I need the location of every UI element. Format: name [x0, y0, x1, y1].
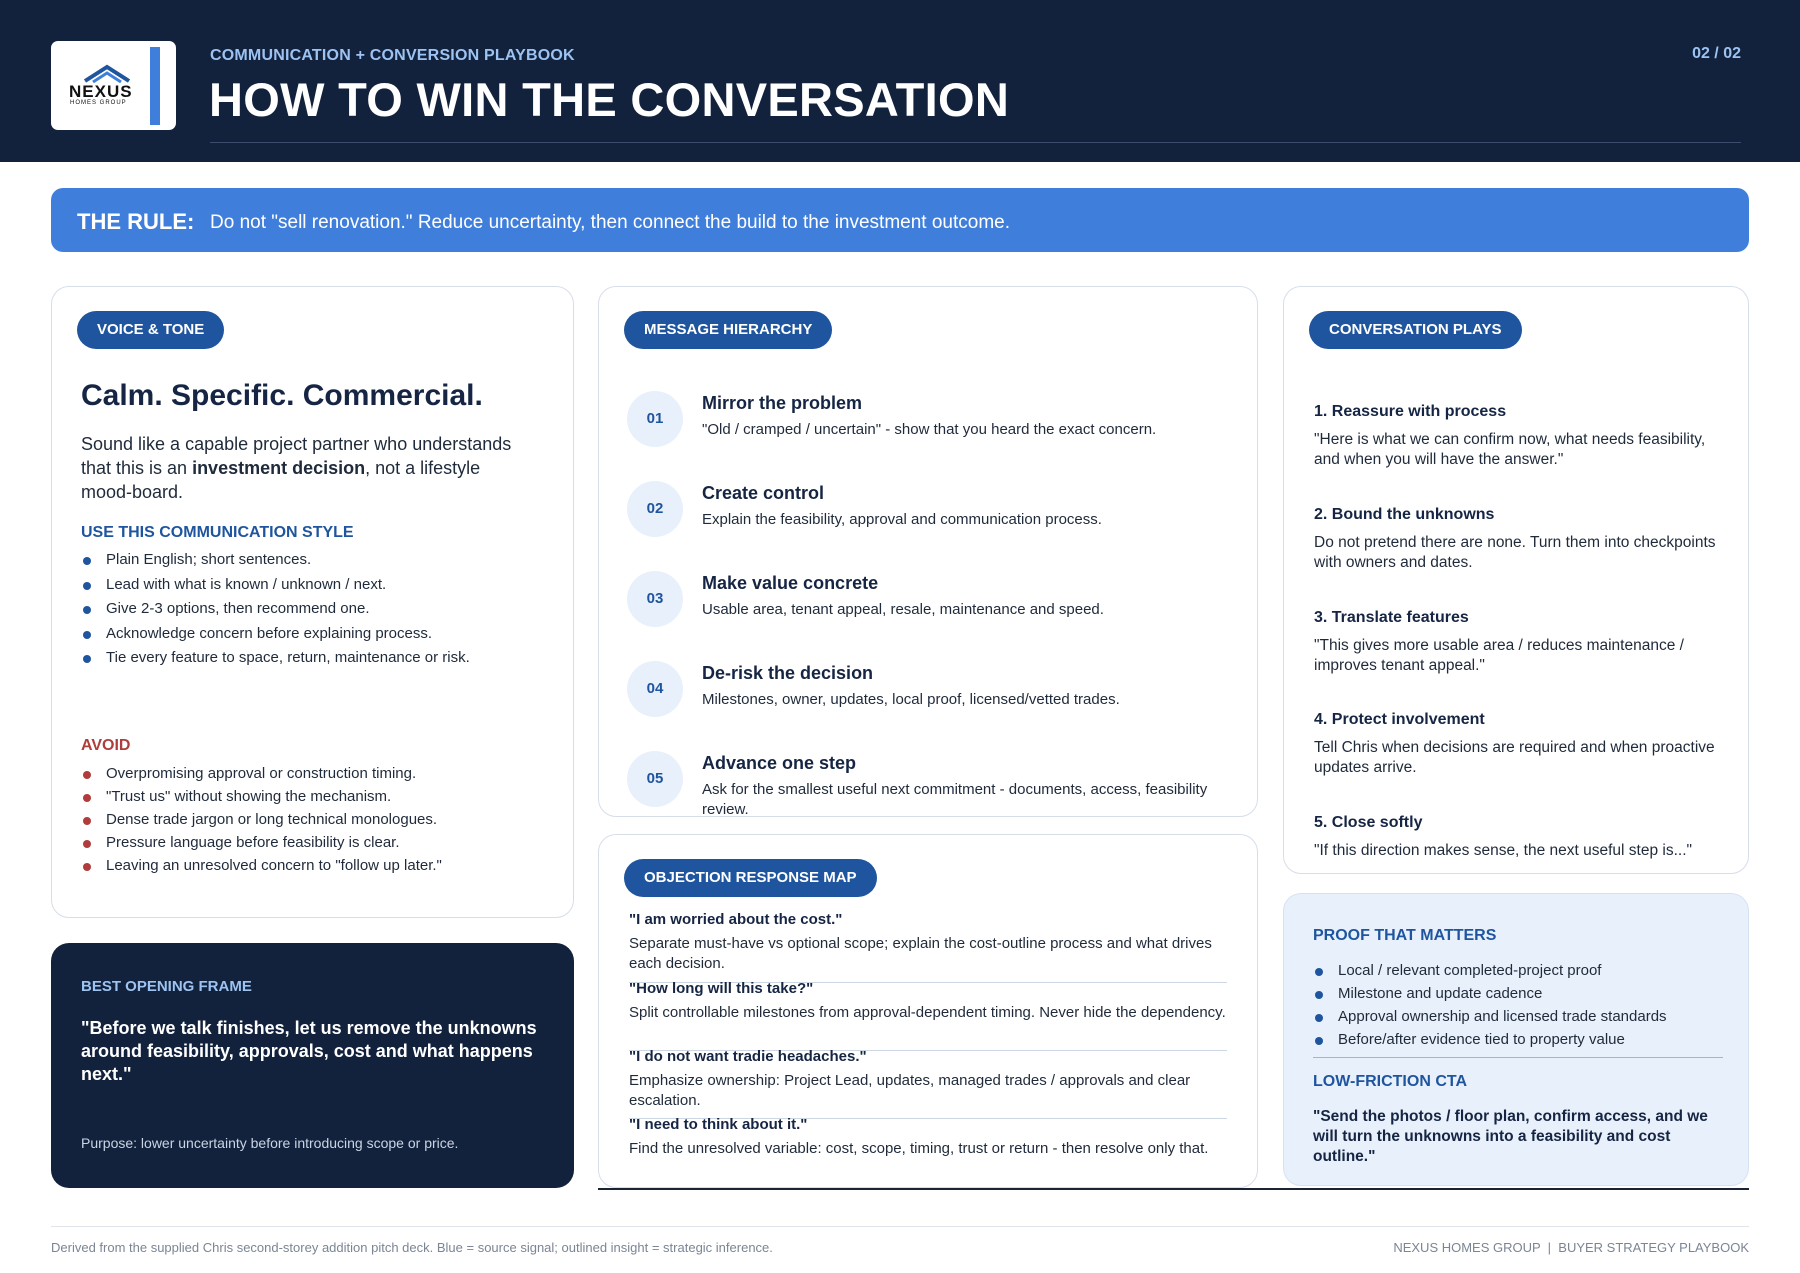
rule-banner [51, 188, 1749, 252]
logo-subtext: HOMES GROUP [70, 100, 127, 106]
cta-heading: LOW-FRICTION CTA [1313, 1073, 1468, 1090]
bullet-icon [1315, 1037, 1323, 1045]
play-title: 3. Translate features [1314, 609, 1469, 626]
bullet-icon [83, 840, 91, 848]
opening-purpose: Purpose: lower uncertainty before introducing scope or price. [81, 1135, 459, 1151]
list-item: Give 2-3 options, then recommend one. [81, 600, 470, 625]
opening-quote: "Before we talk finishes, let us remove the unknowns around feasibility, approvals, cost and what happens next." [81, 1018, 537, 1084]
avoid-subheading: AVOID [81, 737, 131, 754]
play-title: 2. Bound the unknowns [1314, 506, 1495, 523]
bullet-icon [83, 794, 91, 802]
list-item: Overpromising approval or construction timing. [81, 765, 442, 788]
play-desc: Tell Chris when decisions are required and when proactive updates arrive. [1314, 739, 1715, 776]
logo-accent-bar [150, 47, 160, 125]
play-desc: "Here is what we can confirm now, what needs feasibility, and when you will have the answer." [1314, 431, 1706, 468]
list-item: Milestone and update cadence [1313, 985, 1667, 1008]
bullet-icon [1315, 991, 1323, 999]
cta-quote: "Send the photos / floor plan, confirm access, and we will turn the unknowns into a feasibility and cost outline." [1313, 1108, 1708, 1165]
hierarchy-item [627, 391, 1237, 451]
hierarchy-item [627, 571, 1237, 631]
rule-text: Do not "sell renovation." Reduce uncertainty, then connect the build to the investment outcome. [210, 212, 1010, 233]
header-bar [0, 0, 1800, 162]
opening-frame-card [51, 943, 574, 1188]
bullet-icon [83, 771, 91, 779]
objection-question: "How long will this take?" [629, 980, 814, 997]
list-item: Plain English; short sentences. [81, 551, 470, 576]
step-title: De-risk the decision [702, 663, 874, 683]
footer-divider [51, 1226, 1749, 1227]
bullet-icon [83, 606, 91, 614]
list-item: Local / relevant completed-project proof [1313, 962, 1667, 985]
objection-question: "I am worried about the cost." [629, 911, 843, 928]
header-divider [210, 142, 1741, 143]
list-item: Acknowledge concern before explaining process. [81, 625, 470, 650]
header-eyebrow: COMMUNICATION + CONVERSION PLAYBOOK [210, 47, 575, 64]
house-roof-icon [77, 63, 137, 83]
proof-list [1313, 962, 1667, 1054]
list-item: Dense trade jargon or long technical monologues. [81, 811, 442, 834]
message-hierarchy-card [598, 286, 1258, 817]
step-desc: Milestones, owner, updates, local proof, licensed/vetted trades. [702, 691, 1120, 708]
hierarchy-item [627, 481, 1237, 541]
step-title: Mirror the problem [702, 393, 863, 413]
step-number: 05 [627, 751, 683, 807]
voice-tone-pill: VOICE & TONE [77, 311, 224, 349]
bullet-icon [83, 631, 91, 639]
step-number: 03 [627, 571, 683, 627]
opening-label: BEST OPENING FRAME [81, 978, 252, 995]
proof-heading: PROOF THAT MATTERS [1313, 927, 1497, 944]
bullet-icon [83, 655, 91, 663]
step-desc: Explain the feasibility, approval and communication process. [702, 511, 1102, 528]
bullet-icon [1315, 1014, 1323, 1022]
style-list [81, 551, 470, 674]
objection-map-pill: OBJECTION RESPONSE MAP [624, 859, 877, 897]
objection-answer: Split controllable milestones from approval-dependent timing. Never hide the dependency. [629, 1004, 1226, 1021]
list-item: "Trust us" without showing the mechanism. [81, 788, 442, 811]
logo-wordmark: NEXUS [69, 82, 133, 101]
list-item: Lead with what is known / unknown / next. [81, 576, 470, 601]
play-desc: Do not pretend there are none. Turn them into checkpoints with owners and dates. [1314, 534, 1716, 571]
objection-map-card [598, 834, 1258, 1188]
step-number: 04 [627, 661, 683, 717]
footer-brand: NEXUS HOMES GROUP | BUYER STRATEGY PLAYBOOK [1393, 1240, 1749, 1255]
bullet-icon [83, 817, 91, 825]
list-item: Leaving an unresolved concern to "follow up later." [81, 857, 442, 880]
step-title: Create control [702, 483, 825, 503]
play-title: 1. Reassure with process [1314, 403, 1507, 420]
step-number: 01 [627, 391, 683, 447]
rule-label: THE RULE: [77, 209, 195, 234]
page-number: 02 / 02 [1692, 45, 1741, 62]
bullet-icon [83, 582, 91, 590]
content-bottom-rule [598, 1188, 1749, 1190]
conversation-plays-pill: CONVERSATION PLAYS [1309, 311, 1522, 349]
bullet-icon [83, 557, 91, 565]
objection-question: "I do not want tradie headaches." [629, 1048, 867, 1065]
proof-divider [1313, 1057, 1723, 1058]
bullet-icon [83, 863, 91, 871]
objection-question: "I need to think about it." [629, 1116, 808, 1133]
bullet-icon [1315, 968, 1323, 976]
footer-note: Derived from the supplied Chris second-storey addition pitch deck. Blue = source signal; outlined insight = strategic inference. [51, 1240, 773, 1255]
list-item: Approval ownership and licensed trade standards [1313, 1008, 1667, 1031]
step-desc: "Old / cramped / uncertain" - show that you heard the exact concern. [702, 421, 1157, 438]
play-title: 4. Protect involvement [1314, 711, 1485, 728]
style-subheading: USE THIS COMMUNICATION STYLE [81, 524, 354, 541]
step-title: Advance one step [702, 753, 857, 773]
company-logo [51, 41, 176, 130]
list-item: Pressure language before feasibility is clear. [81, 834, 442, 857]
objection-answer: Find the unresolved variable: cost, scope, timing, trust or return - then resolve only that. [629, 1140, 1209, 1157]
voice-tone-card [51, 286, 574, 918]
step-desc: Usable area, tenant appeal, resale, maintenance and speed. [702, 601, 1104, 618]
step-number: 02 [627, 481, 683, 537]
objection-answer: Separate must-have vs optional scope; explain the cost-outline process and what drives each decision. [629, 935, 1212, 972]
conversation-plays-card [1283, 286, 1749, 874]
avoid-list [81, 765, 442, 880]
play-title: 5. Close softly [1314, 814, 1423, 831]
list-item: Tie every feature to space, return, maintenance or risk. [81, 649, 470, 674]
voice-heading: Calm. Specific. Commercial. [81, 379, 483, 412]
proof-card [1283, 893, 1749, 1186]
hierarchy-item [627, 661, 1237, 721]
play-desc: "If this direction makes sense, the next useful step is..." [1314, 842, 1693, 859]
step-title: Make value concrete [702, 573, 879, 593]
objection-answer: Emphasize ownership: Project Lead, updates, managed trades / approvals and clear escalation. [629, 1072, 1191, 1109]
step-desc: Ask for the smallest useful next commitment - documents, access, feasibility review. [702, 781, 1208, 818]
page-title: HOW TO WIN THE CONVERSATION [209, 73, 1010, 126]
hierarchy-item [627, 751, 1237, 818]
message-hierarchy-pill: MESSAGE HIERARCHY [624, 311, 832, 349]
list-item: Before/after evidence tied to property value [1313, 1031, 1667, 1054]
voice-body: Sound like a capable project partner who understands that this is an investment decision, not a lifestyle mood-board. [81, 434, 512, 502]
play-desc: "This gives more usable area / reduces maintenance / improves tenant appeal." [1314, 637, 1684, 674]
